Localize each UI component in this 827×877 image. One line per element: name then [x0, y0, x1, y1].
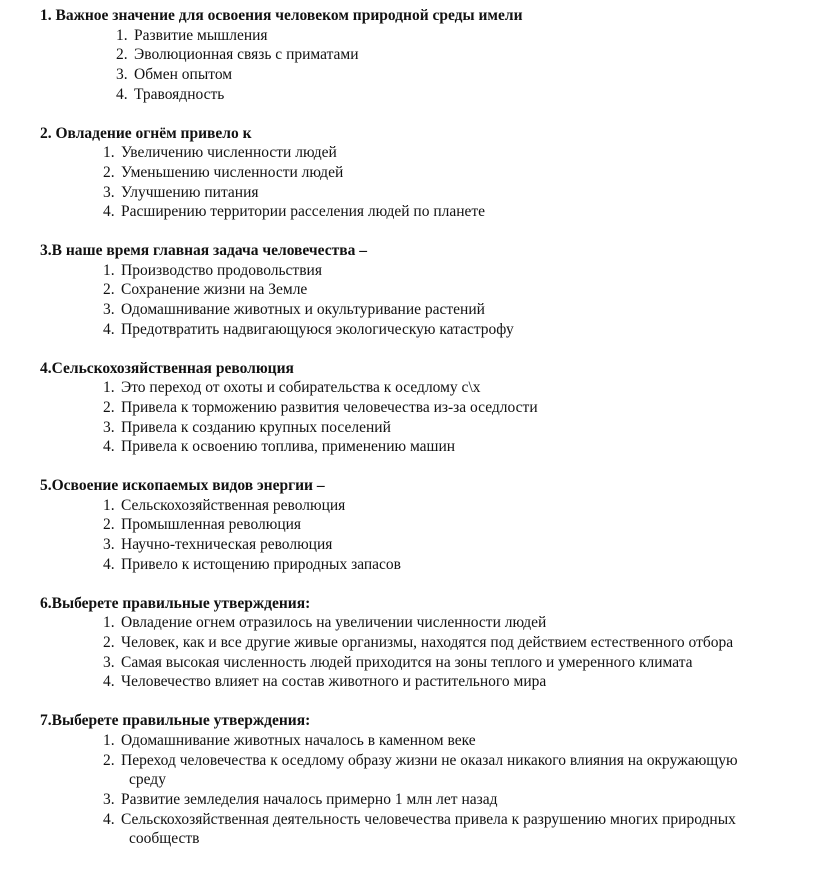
answer-option	[0, 398, 827, 418]
option-text-continuation: сообществ	[129, 830, 200, 848]
option-number: 4.	[103, 673, 115, 691]
answer-option	[0, 202, 827, 222]
answer-option	[0, 300, 827, 320]
answer-option	[0, 672, 827, 692]
option-number: 4.	[103, 438, 115, 456]
question-6	[0, 594, 827, 693]
answer-option	[0, 613, 827, 633]
option-number: 4.	[103, 320, 115, 338]
answer-option	[0, 731, 827, 751]
option-number: 2.	[103, 751, 115, 769]
answer-list	[0, 143, 827, 222]
option-text: Развитие мышления	[134, 26, 268, 44]
option-text: Овладение огнем отразилось на увеличении численности людей	[121, 614, 547, 632]
option-text: Улучшению питания	[121, 183, 259, 201]
option-number: 2.	[103, 398, 115, 416]
question-title: 4.Сельскохозяйственная революция	[40, 359, 294, 377]
answer-list	[0, 261, 827, 340]
option-text: Предотвратить надвигающуюся экологическую катастрофу	[121, 320, 514, 338]
option-number: 3.	[103, 301, 115, 319]
answer-option	[0, 515, 827, 535]
answer-option	[0, 437, 827, 457]
answer-list	[0, 613, 827, 692]
option-number: 3.	[116, 66, 128, 84]
answer-option	[0, 496, 827, 516]
option-text-continuation: среду	[129, 771, 166, 789]
option-text: Одомашнивание животных началось в каменном веке	[121, 731, 476, 749]
option-text: Человечество влияет на состав животного и растительного мира	[121, 673, 547, 691]
option-text: Сохранение жизни на Земле	[121, 281, 308, 299]
option-number: 3.	[103, 790, 115, 808]
question-1	[0, 6, 827, 105]
answer-list	[0, 496, 827, 575]
option-text: Человек, как и все другие живые организмы, находятся под действием естественного отбора	[121, 633, 734, 651]
answer-option	[0, 163, 827, 183]
option-text: Развитие земледелия началось примерно 1 млн лет назад	[121, 790, 498, 808]
option-number: 1.	[103, 496, 115, 514]
answer-list	[0, 731, 827, 849]
answer-option	[0, 751, 827, 790]
answer-option	[0, 261, 827, 281]
answer-option	[0, 653, 827, 673]
question-title: 7.Выберете правильные утверждения:	[40, 712, 311, 730]
option-number: 3.	[103, 183, 115, 201]
option-text: Травоядность	[134, 85, 225, 103]
answer-list	[0, 26, 827, 105]
answer-option	[0, 65, 827, 85]
answer-option	[0, 26, 827, 46]
option-text: Увеличению численности людей	[121, 144, 337, 162]
option-number: 4.	[103, 203, 115, 221]
option-text: Промышленная революция	[121, 516, 302, 534]
option-text: Сельскохозяйственная революция	[121, 496, 346, 514]
answer-option	[0, 418, 827, 438]
option-number: 1.	[103, 144, 115, 162]
option-number: 2.	[103, 633, 115, 651]
option-number: 2.	[116, 46, 128, 64]
option-number: 3.	[103, 536, 115, 554]
answer-option	[0, 555, 827, 575]
option-text: Одомашнивание животных и окультуривание растений	[121, 301, 485, 319]
answer-option	[0, 378, 827, 398]
option-text: Привела к освоению топлива, применению машин	[121, 438, 456, 456]
option-number: 2.	[103, 281, 115, 299]
option-number: 2.	[103, 163, 115, 181]
option-number: 2.	[103, 516, 115, 534]
option-text: Привело к истощению природных запасов	[121, 555, 401, 573]
question-title: 5.Освоение ископаемых видов энергии –	[40, 477, 325, 495]
answer-option	[0, 810, 827, 849]
option-text: Эволюционная связь с приматами	[134, 46, 359, 64]
answer-option	[0, 280, 827, 300]
option-number: 4.	[116, 85, 128, 103]
answer-list	[0, 378, 827, 457]
answer-option	[0, 183, 827, 203]
option-number: 4.	[103, 555, 115, 573]
option-text: Расширению территории расселения людей по планете	[121, 203, 486, 221]
answer-option	[0, 85, 827, 105]
option-text: Привела к торможению развития человечества из-за оседлости	[121, 398, 538, 416]
question-title: 6.Выберете правильные утверждения:	[40, 594, 311, 612]
option-number: 1.	[116, 26, 128, 44]
option-number: 1.	[103, 379, 115, 397]
question-7	[0, 711, 827, 849]
option-number: 3.	[103, 418, 115, 436]
answer-option	[0, 633, 827, 653]
question-2	[0, 124, 827, 223]
option-text: Производство продовольствия	[121, 261, 322, 279]
option-text: Самая высокая численность людей приходится на зоны теплого и умеренного климата	[121, 653, 693, 671]
question-4	[0, 359, 827, 458]
answer-option	[0, 535, 827, 555]
option-number: 3.	[103, 653, 115, 671]
option-text: Привела к созданию крупных поселений	[121, 418, 391, 436]
answer-option	[0, 45, 827, 65]
option-text: Переход человечества к оседлому образу жизни не оказал никакого влияния на окружающую	[121, 751, 738, 769]
option-text: Научно-техническая революция	[121, 536, 333, 554]
question-title: 2. Овладение огнём привело к	[40, 124, 252, 142]
option-text: Сельскохозяйственная деятельность человечества привела к разрушению многих природных	[121, 810, 736, 828]
option-number: 4.	[103, 810, 115, 828]
answer-option	[0, 320, 827, 340]
option-text: Обмен опытом	[134, 66, 233, 84]
answer-option	[0, 143, 827, 163]
option-number: 1.	[103, 261, 115, 279]
option-text: Это переход от охоты и собирательства к оседлому с\х	[121, 379, 481, 397]
option-text: Уменьшению численности людей	[121, 163, 344, 181]
question-3	[0, 241, 827, 340]
option-number: 1.	[103, 731, 115, 749]
option-number: 1.	[103, 614, 115, 632]
answer-option	[0, 790, 827, 810]
question-title: 1. Важное значение для освоения человеком природной среды имели	[40, 7, 523, 24]
question-5	[0, 476, 827, 575]
question-title: 3.В наше время главная задача человечества –	[40, 242, 367, 260]
